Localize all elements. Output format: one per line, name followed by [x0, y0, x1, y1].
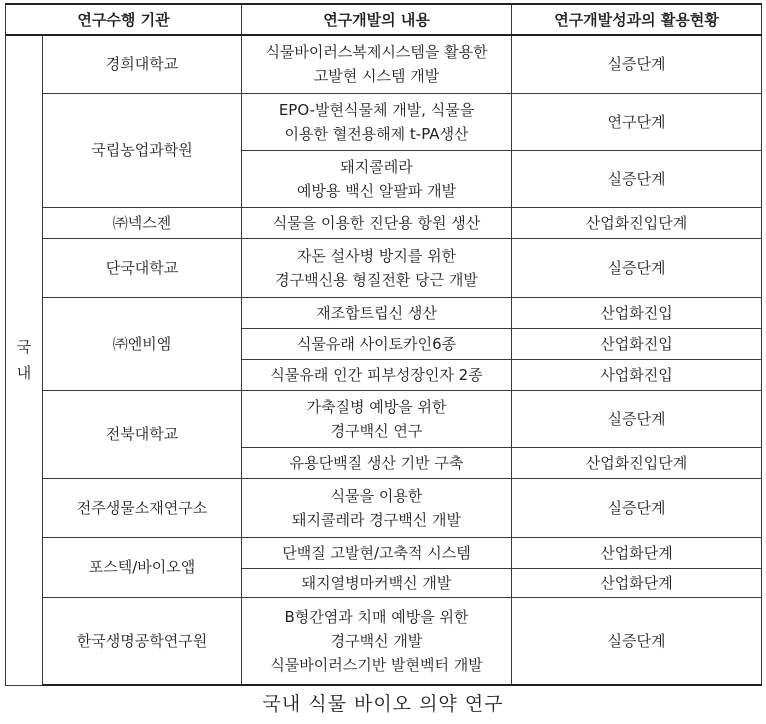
institution-cell: 전주생물소재연구소	[43, 478, 242, 537]
status-cell: 실증단계	[512, 478, 762, 537]
table-row	[6, 478, 762, 537]
content-cell: 식물바이러스복제시스템을 활용한 고발현 시스템 개발	[242, 35, 512, 93]
institution-cell: 단국대학교	[43, 238, 242, 297]
institution-cell: ㈜엔비엠	[43, 297, 242, 390]
table-row	[6, 390, 762, 447]
table-header-row	[6, 4, 762, 35]
institution-cell: 경희대학교	[43, 35, 242, 93]
content-cell: 식물을 이용한 돼지콜레라 경구백신 개발	[242, 478, 512, 537]
status-cell: 산업화단계	[512, 537, 762, 568]
content-cell: 식물유래 인간 피부성장인자 2종	[242, 359, 512, 390]
table-caption: 국내 식물 바이오 의약 연구	[262, 693, 504, 715]
status-cell: 사업화진입	[512, 359, 762, 390]
status-cell: 실증단계	[512, 597, 762, 685]
table-row	[6, 597, 762, 685]
content-cell: 자돈 설사병 방지를 위한 경구백신용 형질전환 당근 개발	[242, 238, 512, 297]
content-cell: 단백질 고발현/고축적 시스템	[242, 537, 512, 568]
content-cell: 돼지열병마커백신 개발	[242, 568, 512, 597]
status-cell: 연구단계	[512, 93, 762, 150]
institution-cell: 국립농업과학원	[43, 93, 242, 207]
header-institution: 연구수행 기관	[6, 4, 242, 35]
content-cell: 식물을 이용한 진단용 항원 생산	[242, 207, 512, 238]
content-cell: EPO-발현식물체 개발, 식물을 이용한 혈전용해제 t-PA생산	[242, 93, 512, 150]
content-cell: 식물유래 사이토카인6종	[242, 328, 512, 359]
status-cell: 산업화진입	[512, 297, 762, 328]
research-table	[5, 3, 762, 686]
region-cell: 국 내	[6, 35, 43, 685]
status-cell: 산업화진입	[512, 328, 762, 359]
table-row	[6, 207, 762, 238]
table-row	[6, 297, 762, 328]
header-content: 연구개발의 내용	[242, 4, 512, 35]
status-cell: 산업화진입단계	[512, 447, 762, 478]
content-cell: 돼지콜레라 예방용 백신 알팔파 개발	[242, 150, 512, 207]
status-cell: 실증단계	[512, 238, 762, 297]
table-row	[6, 537, 762, 568]
content-cell: B형간염과 치매 예방을 위한 경구백신 개발 식물바이러스기반 발현벡터 개발	[242, 597, 512, 685]
header-status: 연구개발성과의 활용현황	[512, 4, 762, 35]
status-cell: 실증단계	[512, 390, 762, 447]
status-cell: 실증단계	[512, 35, 762, 93]
table-row	[6, 35, 762, 93]
content-cell: 가축질병 예방을 위한 경구백신 연구	[242, 390, 512, 447]
status-cell: 실증단계	[512, 150, 762, 207]
table-row	[6, 93, 762, 150]
institution-cell: 전북대학교	[43, 390, 242, 478]
institution-cell: 포스텍/바이오앱	[43, 537, 242, 597]
institution-cell: ㈜넥스젠	[43, 207, 242, 238]
status-cell: 산업화단계	[512, 568, 762, 597]
table-row	[6, 238, 762, 297]
content-cell: 재조합트립신 생산	[242, 297, 512, 328]
status-cell: 산업화진입단계	[512, 207, 762, 238]
institution-cell: 한국생명공학연구원	[43, 597, 242, 685]
content-cell: 유용단백질 생산 기반 구축	[242, 447, 512, 478]
